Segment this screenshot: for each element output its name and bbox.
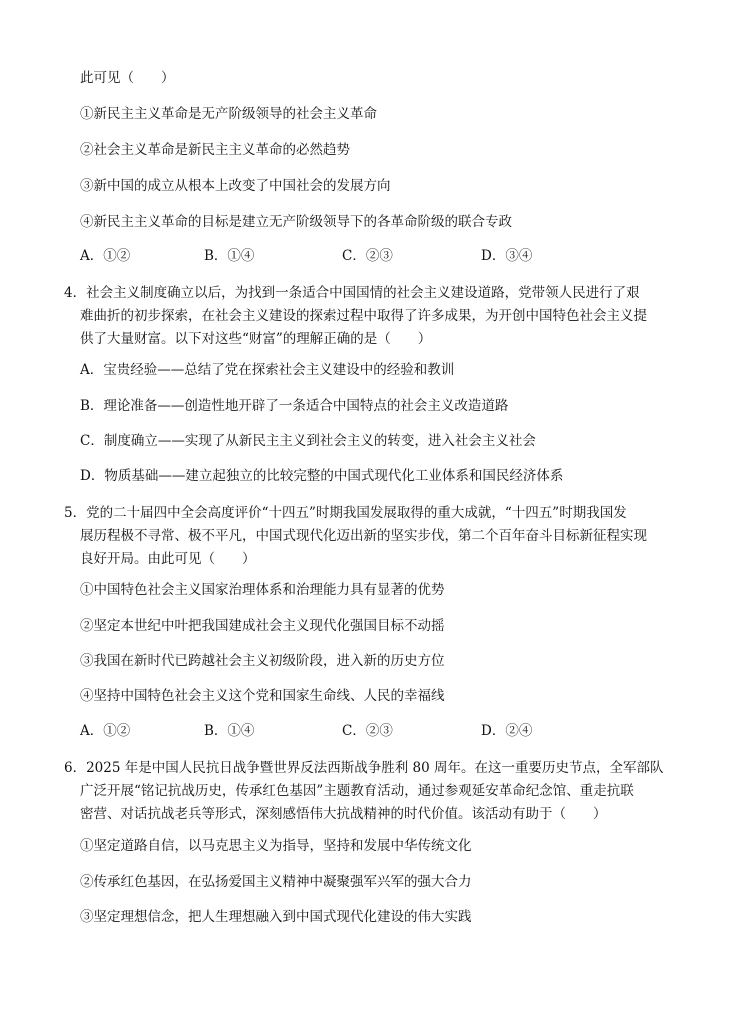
q6-statement-3: ③坚定理想信念，把人生理想融入到中国式现代化建设的伟大实践 [80, 909, 472, 925]
q3-statement-1: ①新民主主义革命是无产阶级领导的社会主义革命 [80, 106, 377, 122]
q6-stem-line-2: 广泛开展“铭记抗战历史，传承红色基因”主题教育活动，通过参观延安革命纪念馆、重走抗联 [80, 783, 634, 799]
q3-statement-3: ③新中国的成立从根本上改变了中国社会的发展方向 [80, 178, 391, 194]
q5-option-b: B．①④ [204, 723, 255, 739]
q4-stem-line-1: 4．社会主义制度确立以后，为找到一条适合中国国情的社会主义建设道路，党带领人民进行了艰 [64, 285, 640, 301]
q5-option-a: A．①② [80, 723, 131, 739]
q3-option-d: D．③④ [481, 248, 533, 264]
q5-stem-line-2: 展历程极不寻常、极不平凡，中国式现代化迈出新的坚实步伐，第二个百年奋斗目标新征程实现 [80, 528, 647, 544]
q3-stem-tail: 此可见（ ） [80, 70, 175, 86]
q5-statement-1: ①中国特色社会主义国家治理体系和治理能力具有显著的优势 [80, 582, 445, 598]
q4-option-d: D．物质基础——建立起独立的比较完整的中国式现代化工业体系和国民经济体系 [80, 468, 564, 484]
q6-stem-line-1: 6．2025 年是中国人民抗日战争暨世界反法西斯战争胜利 80 周年。在这一重要历史节点，全军部队 [64, 760, 664, 776]
q3-statement-2: ②社会主义革命是新民主主义革命的必然趋势 [80, 142, 350, 158]
q3-option-b: B．①④ [204, 248, 255, 264]
q4-option-a: A．宝贵经验——总结了党在探索社会主义建设中的经验和教训 [80, 362, 455, 378]
q4-option-c: C．制度确立——实现了从新民主主义到社会主义的转变，进入社会主义社会 [80, 433, 536, 449]
q3-option-c: C．②③ [342, 248, 393, 264]
q3-option-a: A．①② [80, 248, 131, 264]
q6-statement-2: ②传承红色基因，在弘扬爱国主义精神中凝聚强军兴军的强大合力 [80, 874, 472, 890]
q5-statement-4: ④坚持中国特色社会主义这个党和国家生命线、人民的幸福线 [80, 688, 445, 704]
q5-stem-line-3: 良好开局。由此可见（ ） [80, 551, 256, 567]
q5-option-d: D．②④ [481, 723, 533, 739]
q5-option-c: C．②③ [342, 723, 393, 739]
q5-stem-line-1: 5．党的二十届四中全会高度评价“十四五”时期我国发展取得的重大成就，“十四五”时期我国发 [64, 505, 627, 521]
q6-stem-line-3: 密营、对话抗战老兵等形式，深刻感悟伟大抗战精神的时代价值。该活动有助于（ ） [80, 806, 607, 822]
q6-statement-1: ①坚定道路自信，以马克思主义为指导，坚持和发展中华传统文化 [80, 838, 472, 854]
q4-stem-line-2: 难曲折的初步探索，在社会主义建设的探索过程中取得了许多成果，为开创中国特色社会主义提 [80, 308, 647, 324]
q4-option-b: B．理论准备——创造性地开辟了一条适合中国特点的社会主义改造道路 [80, 398, 509, 414]
q3-statement-4: ④新民主主义革命的目标是建立无产阶级领导下的各革命阶级的联合专政 [80, 214, 512, 230]
q4-stem-line-3: 供了大量财富。以下对这些“财富”的理解正确的是（ ） [80, 331, 432, 347]
q5-statement-2: ②坚定本世纪中叶把我国建成社会主义现代化强国目标不动摇 [80, 618, 445, 634]
q5-statement-3: ③我国在新时代已跨越社会主义初级阶段，进入新的历史方位 [80, 653, 445, 669]
